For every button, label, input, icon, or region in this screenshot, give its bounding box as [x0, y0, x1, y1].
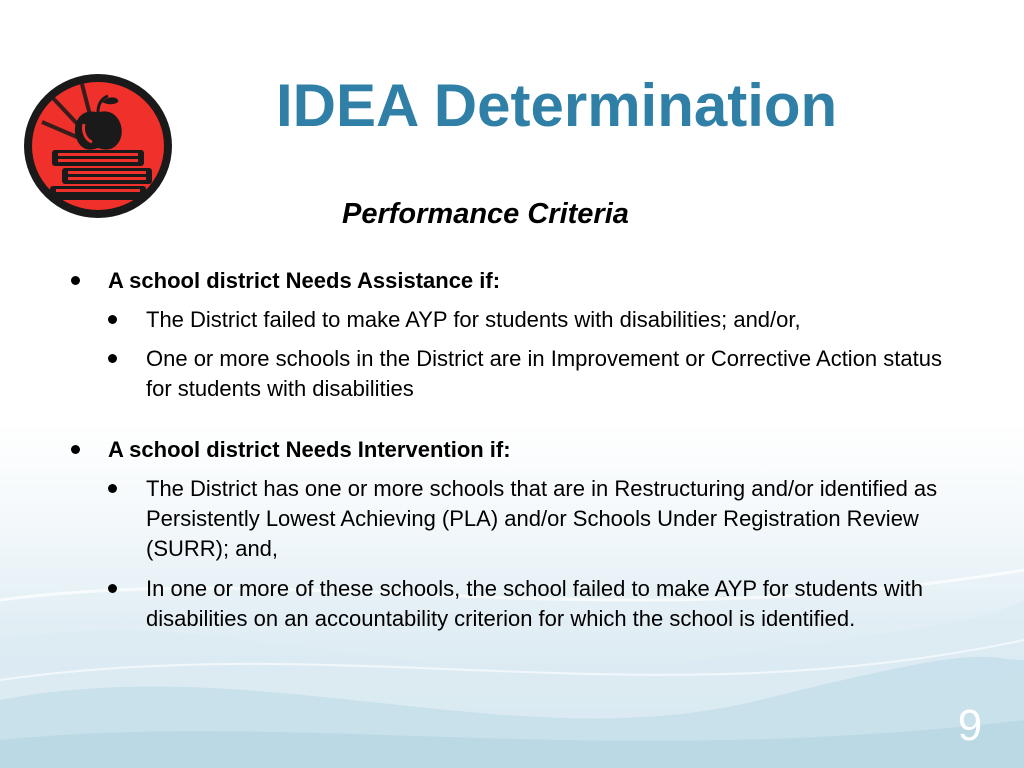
bullet-icon [108, 315, 117, 324]
page-title: IDEA Determination [276, 72, 838, 139]
list-item: The District has one or more schools that are in Restructuring and/or identified as Persistently Lowest Achieving (PLA) and/or Schools Under Registration Review (SURR); and, [146, 476, 938, 561]
bullet-icon [108, 354, 117, 363]
list-item: In one or more of these schools, the school failed to make AYP for students with disabilities on an accountability criterion for which the school is identified. [146, 576, 923, 631]
bullet-icon [71, 276, 80, 285]
apple-books-icon [22, 72, 174, 220]
bullet-icon [108, 484, 117, 493]
list-item: The District failed to make AYP for students with disabilities; and/or, [146, 307, 801, 332]
bullet-icon [71, 445, 80, 454]
list-item: One or more schools in the District are in Improvement or Corrective Action status for students with disabilities [146, 346, 942, 401]
bullet-icon [108, 584, 117, 593]
section-heading: A school district Needs Assistance if: [108, 268, 501, 293]
page-subtitle: Performance Criteria [342, 198, 629, 230]
section-heading: A school district Needs Intervention if: [108, 437, 511, 462]
page-number: 9 [957, 701, 983, 750]
